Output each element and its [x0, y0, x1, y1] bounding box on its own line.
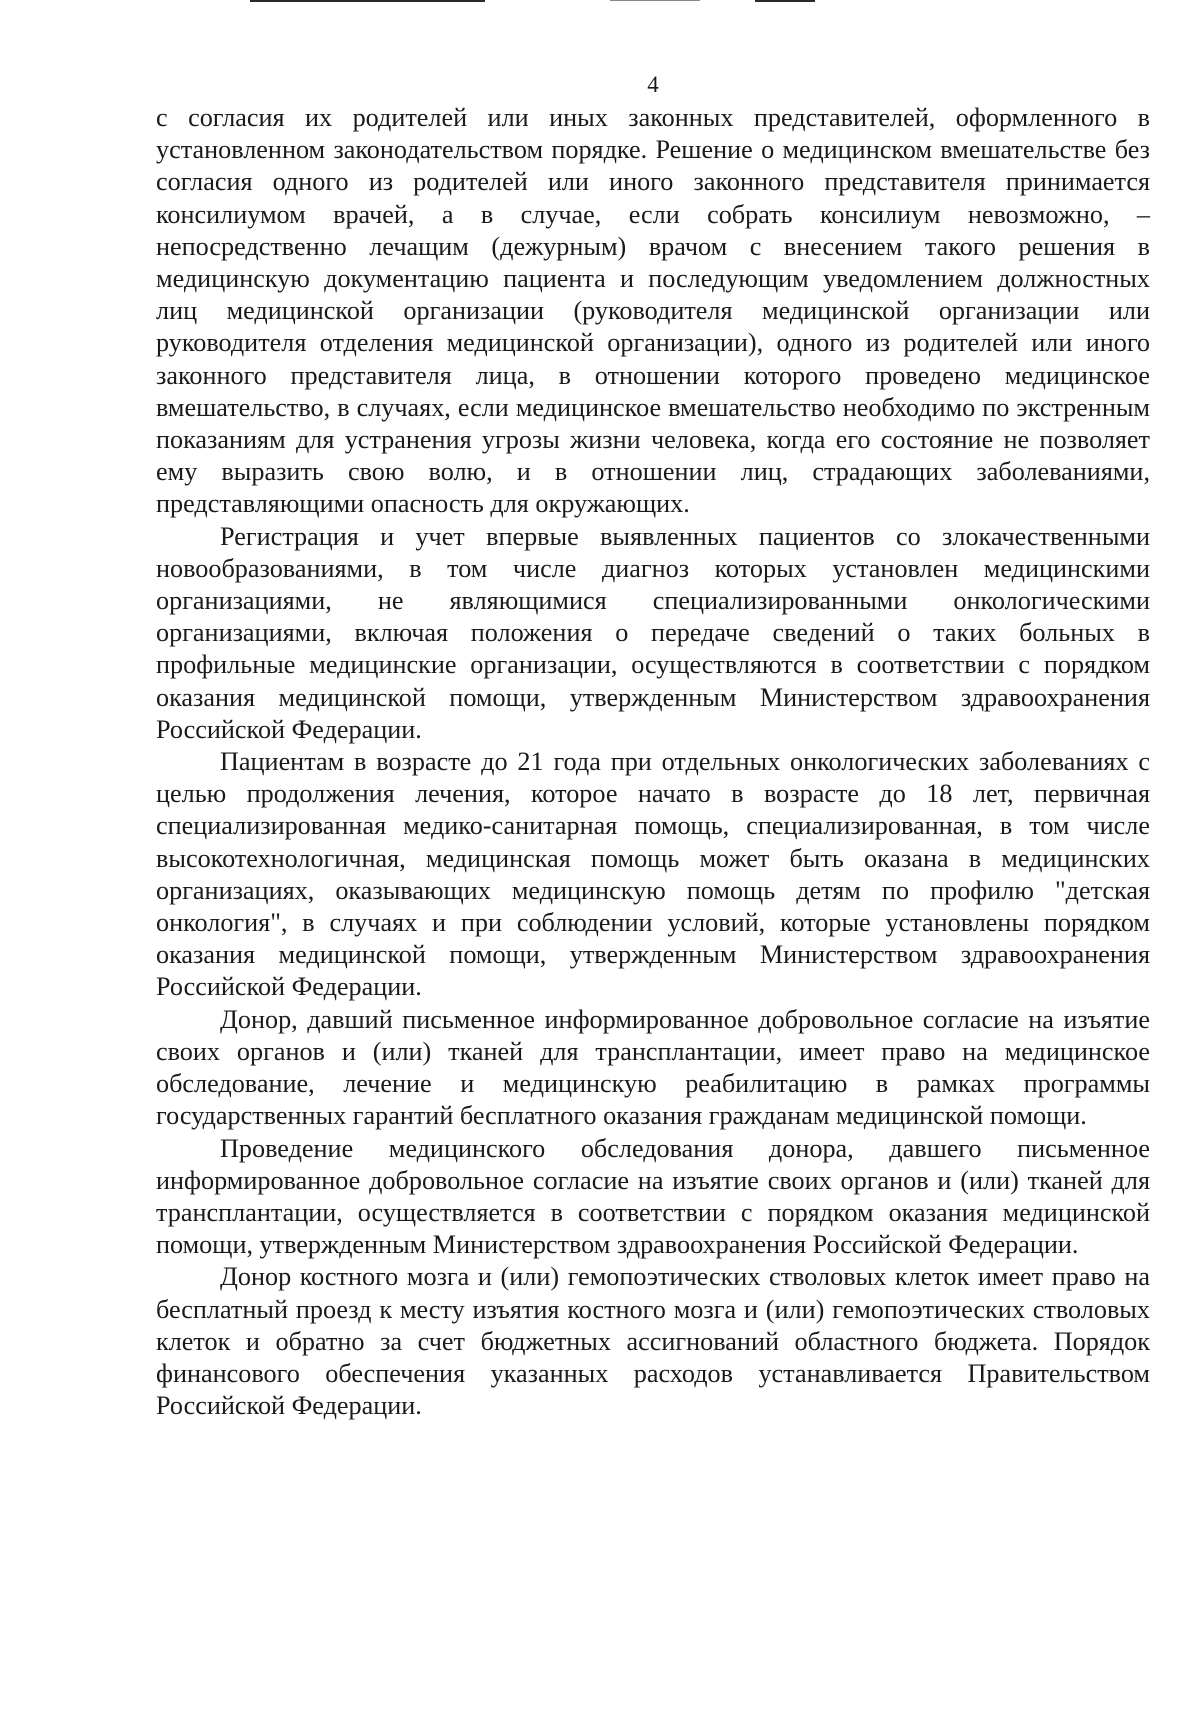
paragraph-donor-examination: Проведение медицинского обследования донора, давшего письменное информированное добровольное согласие на изъятие своих органов и (или) тканей для трансплантации, осуществляется в соответствии с порядком оказания медицинской помощи, утвержденным Министерством здравоохранения Российской Федерации. — [156, 1133, 1150, 1260]
page-number: 4 — [647, 72, 659, 97]
paragraph-patients-under-21: Пациентам в возрасте до 21 года при отдельных онкологических заболеваниях с целью продолжения лечения, которое начато в возрасте до 18 лет, первичная специализированная медико-санитарная помощь, специализированная, в том числе высокотехнологичная, медицинская помощь может быть оказана в медицинских организациях, оказывающих медицинскую помощь детям по профилю "детская онкология", в случаях и при соблюдении условий, которые установлены порядком оказания медицинской помощи, утвержденным Министерством здравоохранения Российской Федерации. — [156, 747, 1150, 1002]
paragraph-oncology-registration: Регистрация и учет впервые выявленных пациентов со злокачественными новообразованиями, в том числе диагноз которых установлен медицинскими организациями, не являющимися специализированными онкологическими организациями, включая положения о передаче сведений о таких больных в профильные медицинские организации, осуществляются в соответствии с порядком оказания медицинской помощи, утвержденным Министерством здравоохранения Российской Федерации. — [156, 521, 1150, 744]
paragraph-donor-rights: Донор, давший письменное информированное добровольное согласие на изъятие своих органов и (или) тканей для трансплантации, имеет право на медицинское обследование, лечение и медицинскую реабилитацию в рамках программы государственных гарантий бесплатного оказания гражданам медицинской помощи. — [156, 1004, 1150, 1131]
paragraph-consent-continuation: с согласия их родителей или иных законных представителей, оформленного в установленном законодательством порядке. Решение о медицинском вмешательстве без согласия одного из родителей или иного законного представителя принимается консилиумом врачей, а в случае, если собрать консилиум невозможно, – непосредственно лечащим (дежурным) врачом с внесением такого решения в медицинскую документацию пациента и последующим уведомлением должностных лиц медицинской организации (руководителя медицинской организации или руководителя отделения медицинской организации), одного из родителей или иного законного представителя лица, в отношении которого проведено медицинское вмешательство, в случаях, если медицинское вмешательство необходимо по экстренным показаниям для устранения угрозы жизни человека, когда его состояние не позволяет ему выразить свою волю, и в отношении лиц, страдающих заболеваниями, представляющими опасность для окружающих. — [156, 103, 1150, 519]
paragraph-bone-marrow-donor: Донор костного мозга и (или) гемопоэтических стволовых клеток имеет право на бесплатный проезд к месту изъятия костного мозга и (или) гемопоэтических стволовых клеток и обратно за счет бюджетных ассигнований областного бюджета. Порядок финансового обеспечения указанных расходов устанавливается Правительством Российской Федерации. — [156, 1262, 1150, 1421]
